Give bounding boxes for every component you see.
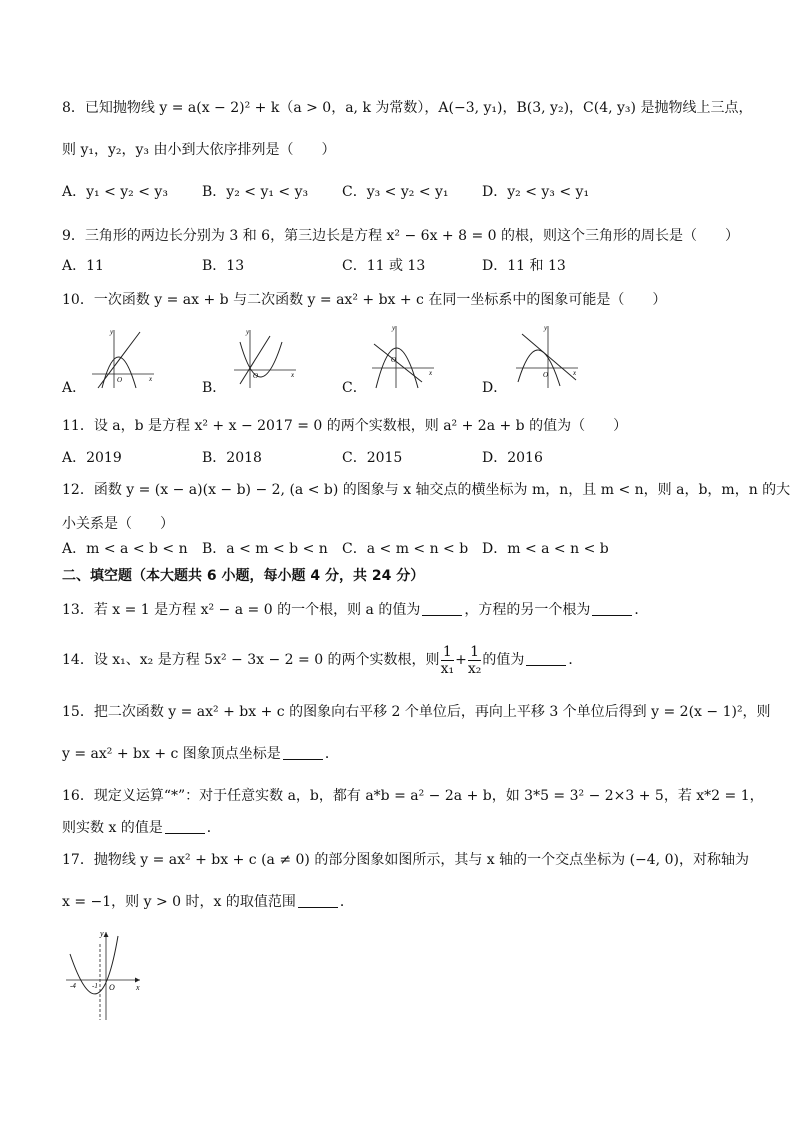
q16-text-end: ． (206, 820, 221, 836)
section-heading: 二、填空题（本大题共 6 小题，每小题 4 分，共 24 分） (62, 568, 425, 584)
q13-blank-1[interactable] (422, 601, 462, 616)
q14-stem (62, 640, 754, 680)
parabola (240, 342, 282, 377)
x-label: x (136, 983, 140, 992)
q10-option-c[interactable]: C． (342, 380, 367, 396)
q13-text-end: ． (634, 602, 649, 618)
x-label: x (429, 369, 433, 377)
q16-stem-line2 (62, 818, 754, 838)
q8-option-b[interactable]: B．y₂ < y₁ < y₃ (202, 184, 309, 200)
q11-option-a[interactable]: A．2019 (62, 450, 122, 466)
q14-text-pre: 14．设 x₁、x₂ 是方程 5x² − 3x − 2 = 0 的两个实数根，则 (62, 652, 440, 668)
fraction-1-over-x2 (468, 644, 482, 677)
q8-stem-line2: 则 y₁，y₂，y₃ 由小到大依序排列是（ ） (62, 142, 336, 158)
q15-stem-line1: 15．把二次函数 y = ax² + bx + c 的图象向右平移 2 个单位后，再向上平移 3 个单位后得到 y = 2(x − 1)²，则 (62, 704, 771, 720)
y-label: y (392, 324, 396, 332)
q17-text: x = −1，则 y > 0 时，x 的取值范围 (62, 894, 296, 910)
q12-option-c[interactable]: C．a < m < n < b (342, 541, 469, 557)
q16-text: 则实数 x 的值是 (62, 820, 163, 836)
q16-stem-line1: 16．现定义运算“*”：对于任意实数 a，b，都有 a*b = a² − 2a + b，如 3*5 = 3² − 2×3 + 5，若 x*2 = 1， (62, 788, 764, 804)
q10-graph-c[interactable] (368, 322, 438, 392)
q17-stem-line1: 17．抛物线 y = ax² + bx + c (a ≠ 0) 的部分图象如图所示，其与 x 轴的一个交点坐标为 (−4, 0)，对称轴为 (62, 852, 749, 868)
q9-option-d[interactable]: D．11 和 13 (482, 258, 566, 274)
q17-graph[interactable] (62, 926, 146, 1022)
x-label: x (573, 369, 577, 377)
q13-text-pre: 13．若 x = 1 是方程 x² − a = 0 的一个根，则 a 的值为 (62, 602, 421, 618)
origin-label: O (109, 983, 115, 992)
frac1-numerator: 1 (441, 644, 455, 661)
q14-text-end2: ． (568, 652, 583, 668)
x-label: x (149, 375, 153, 383)
origin-label: O (543, 371, 549, 379)
q8-option-c[interactable]: C．y₃ < y₂ < y₁ (342, 184, 449, 200)
q12-options (62, 539, 742, 559)
q12-option-d[interactable]: D．m < a < n < b (482, 541, 609, 557)
line-graph (374, 344, 422, 382)
q13-text-mid: ，方程的另一个根为 (464, 602, 591, 618)
origin-label: O (117, 376, 123, 384)
q8-stem-line1: 8．已知抛物线 y = a(x − 2)² + k（a > 0，a, k 为常数），A(−3, y₁)，B(3, y₂)，C(4, y₃) 是抛物线上三点， (62, 100, 753, 116)
q12-stem-line2: 小关系是（ ） (62, 516, 174, 532)
q11-option-d[interactable]: D．2016 (482, 450, 543, 466)
q15-text: y = ax² + bx + c 图象顶点坐标是 (62, 746, 281, 762)
q9-stem: 9．三角形的两边长分别为 3 和 6，第三边长是方程 x² − 6x + 8 = 0 的根，则这个三角形的周长是（ ） (62, 228, 739, 244)
q10-option-a[interactable]: A． (62, 380, 87, 396)
origin-label: O (253, 372, 259, 380)
q16-blank[interactable] (165, 819, 205, 834)
q14-text-end: 的值为 (482, 652, 525, 668)
q14-blank[interactable] (526, 651, 566, 666)
q12-option-b[interactable]: B．a < m < b < n (202, 541, 328, 557)
q8-option-d[interactable]: D．y₂ < y₃ < y₁ (482, 184, 590, 200)
q15-text-end: ． (324, 746, 339, 762)
q8-options (62, 182, 742, 202)
q10-stem: 10．一次函数 y = ax + b 与二次函数 y = ax² + bx + c 在同一坐标系中的图象可能是（ ） (62, 292, 667, 308)
q10-option-b[interactable]: B． (202, 380, 227, 396)
q13-stem (62, 600, 754, 620)
frac1-denominator: x₁ (440, 660, 455, 677)
q9-options (62, 256, 742, 276)
x-axis-arrow (135, 978, 140, 983)
line-graph (522, 334, 576, 380)
frac2-denominator: x₂ (467, 660, 482, 677)
q9-option-c[interactable]: C．11 或 13 (342, 258, 426, 274)
q17-blank[interactable] (298, 893, 338, 908)
y-label: y (246, 328, 250, 336)
y-label: y (544, 324, 548, 332)
origin-label: O (391, 356, 397, 364)
q9-option-a[interactable]: A．11 (62, 258, 104, 274)
q10-option-d[interactable]: D． (482, 380, 508, 396)
q11-option-c[interactable]: C．2015 (342, 450, 403, 466)
q8-option-a[interactable]: A．y₁ < y₂ < y₃ (62, 184, 168, 200)
y-label: y (100, 929, 104, 938)
y-axis-arrow (104, 932, 109, 937)
q17-text-end: ． (339, 894, 354, 910)
q11-options (62, 448, 742, 468)
q15-stem-line2 (62, 744, 754, 764)
q9-option-b[interactable]: B．13 (202, 258, 245, 274)
q10-graph-b[interactable] (230, 326, 300, 392)
q12-stem-line1: 12．函数 y = (x − a)(x − b) − 2, (a < b) 的图象与 x 轴交点的横坐标为 m，n，且 m < n，则 a，b，m，n 的大 (62, 482, 791, 498)
frac2-numerator: 1 (468, 644, 482, 661)
q12-option-a[interactable]: A．m < a < b < n (62, 541, 188, 557)
q11-option-b[interactable]: B．2018 (202, 450, 262, 466)
q15-blank[interactable] (283, 745, 323, 760)
y-label: y (110, 328, 114, 336)
fraction-1-over-x1 (441, 644, 455, 677)
minus-4-label: -4 (70, 982, 76, 990)
q10-graph-a[interactable] (88, 326, 158, 392)
q10-graph-d[interactable] (512, 322, 582, 392)
q13-blank-2[interactable] (592, 601, 632, 616)
q11-stem: 11．设 a，b 是方程 x² + x − 2017 = 0 的两个实数根，则 a² + 2a + b 的值为（ ） (62, 418, 628, 434)
q17-stem-line2 (62, 892, 754, 912)
x-label: x (291, 371, 295, 379)
minus-1-label: -1 (92, 982, 98, 990)
plus-sign: + (455, 652, 467, 668)
